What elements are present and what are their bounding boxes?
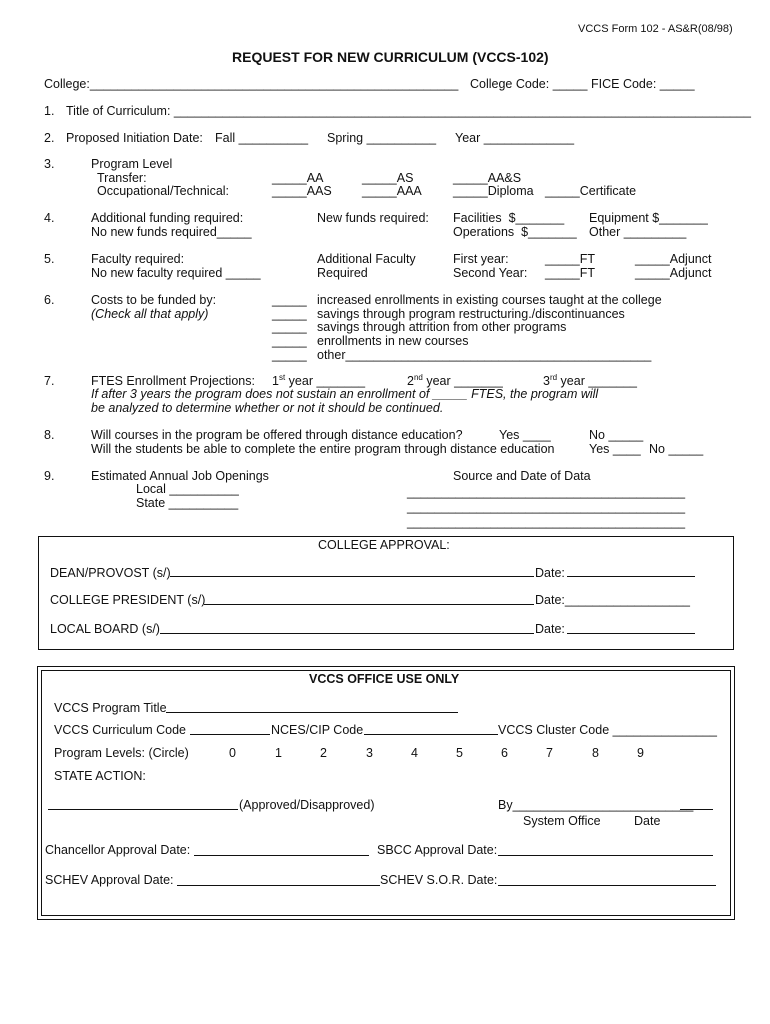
source-line-2[interactable]: ________________________________________ — [407, 500, 686, 514]
cost-option-check-3[interactable]: _____ — [272, 320, 307, 334]
facilities-field[interactable]: Facilities $_______ — [453, 211, 565, 225]
additional-funding-label: Additional funding required: — [91, 211, 244, 225]
curriculum-title-field[interactable]: Title of Curriculum: ___________________________________________________________________________________ — [66, 104, 751, 118]
system-office-label: System Office — [523, 814, 601, 828]
by-line-extension — [680, 809, 713, 810]
cost-option-label-2: savings through program restructuring./discontinuances — [317, 307, 625, 321]
schev-sor-line[interactable] — [498, 885, 716, 886]
local-board-label: LOCAL BOARD (s/) — [50, 622, 160, 636]
fall-field[interactable]: Fall __________ — [215, 131, 309, 145]
local-openings-field[interactable]: Local __________ — [136, 482, 239, 496]
state-openings-field[interactable]: State __________ — [136, 496, 239, 510]
level-2[interactable]: 2 — [320, 746, 327, 760]
first-year-label: First year: — [453, 252, 509, 266]
level-9[interactable]: 9 — [637, 746, 644, 760]
spring-field[interactable]: Spring __________ — [327, 131, 437, 145]
equipment-field[interactable]: Equipment $_______ — [589, 211, 708, 225]
president-label: COLLEGE PRESIDENT (s/) — [50, 593, 206, 607]
no-new-funds-field[interactable]: No new funds required_____ — [91, 225, 252, 239]
level-7[interactable]: 7 — [546, 746, 553, 760]
state-action-label: STATE ACTION: — [54, 769, 146, 783]
ftes-year2-field[interactable]: 2nd year _______ — [407, 372, 503, 388]
approved-disapproved-label: (Approved/Disapproved) — [239, 798, 375, 812]
ftes-label: FTES Enrollment Projections: — [91, 374, 255, 388]
occupational-label: Occupational/Technical: — [97, 184, 230, 198]
level-6[interactable]: 6 — [501, 746, 508, 760]
curriculum-code-line[interactable] — [190, 734, 270, 735]
second-year-adjunct-field[interactable]: _____Adjunct — [635, 266, 712, 280]
initiation-date-label: Proposed Initiation Date: — [66, 131, 203, 145]
nces-cip-label: NCES/CIP Code — [271, 723, 364, 737]
program-title-label: VCCS Program Title — [54, 701, 167, 715]
q9-number: 9. — [44, 469, 55, 483]
year-field[interactable]: Year _____________ — [455, 131, 575, 145]
by-date-label: Date — [634, 814, 661, 828]
program-levels-label: Program Levels: (Circle) — [54, 746, 189, 760]
q5-number: 5. — [44, 252, 55, 266]
distance-ed-question-1: Will courses in the program be offered through distance education? — [91, 428, 463, 442]
distance-ed-question-2: Will the students be able to complete the entire program through distance education — [91, 442, 555, 456]
cost-option-label-1: increased enrollments in existing courses taught at the college — [317, 293, 662, 307]
cost-option-check-2[interactable]: _____ — [272, 307, 307, 321]
level-3[interactable]: 3 — [366, 746, 373, 760]
cost-option-label-3: savings through attrition from other programs — [317, 320, 567, 334]
faculty-required-label: Faculty required: — [91, 252, 185, 266]
sbcc-date-line[interactable] — [498, 855, 713, 856]
second-year-ft-field[interactable]: _____FT — [545, 266, 596, 280]
program-level-heading: Program Level — [91, 157, 173, 171]
check-all-note: (Check all that apply) — [91, 307, 209, 321]
dean-date-label: Date: — [535, 566, 565, 580]
distance-ed-no-1[interactable]: No _____ — [589, 428, 644, 442]
approval-status-line[interactable] — [48, 809, 238, 810]
board-date-label: Date: — [535, 622, 565, 636]
transfer-label: Transfer: — [97, 171, 147, 185]
certificate-checkbox[interactable]: _____Certificate — [545, 184, 637, 198]
schev-date-label: SCHEV Approval Date: — [45, 873, 174, 887]
ftes-note-line2: be analyzed to determine whether or not it should be continued. — [91, 401, 444, 415]
q7-number: 7. — [44, 374, 55, 388]
board-signature-line[interactable] — [160, 633, 534, 634]
as-checkbox[interactable]: _____AS — [362, 171, 414, 185]
schev-sor-label: SCHEV S.O.R. Date: — [380, 873, 498, 887]
dean-date-line[interactable] — [567, 576, 695, 577]
level-1[interactable]: 1 — [275, 746, 282, 760]
chancellor-date-line[interactable] — [194, 855, 369, 856]
ftes-year1-field[interactable]: 1st year _______ — [272, 372, 366, 388]
ftes-note-line1: If after 3 years the program does not sustain an enrollment of _____ FTES, the program will — [91, 387, 599, 401]
cost-option-other-field[interactable]: other____________________________________________ — [317, 348, 652, 362]
chancellor-date-label: Chancellor Approval Date: — [45, 843, 191, 857]
aas2-checkbox[interactable]: _____AA&S — [453, 171, 522, 185]
source-date-label: Source and Date of Data — [453, 469, 591, 483]
cost-option-check-4[interactable]: _____ — [272, 334, 307, 348]
q3-number: 3. — [44, 157, 55, 171]
schev-date-line[interactable] — [177, 885, 380, 886]
dean-provost-label: DEAN/PROVOST (s/) — [50, 566, 171, 580]
q6-number: 6. — [44, 293, 55, 307]
distance-ed-yes-2[interactable]: Yes ____ — [589, 442, 641, 456]
source-line-3[interactable]: ________________________________________ — [407, 515, 686, 529]
president-date-field[interactable]: Date:__________________ — [535, 593, 691, 607]
cost-option-label-4: enrollments in new courses — [317, 334, 469, 348]
q4-number: 4. — [44, 211, 55, 225]
nces-cip-line[interactable] — [364, 734, 498, 735]
q8-number: 8. — [44, 428, 55, 442]
ftes-year3-field[interactable]: 3rd year _______ — [543, 372, 638, 388]
sbcc-date-label: SBCC Approval Date: — [377, 843, 498, 857]
cost-option-check-1[interactable]: _____ — [272, 293, 307, 307]
president-signature-line[interactable] — [204, 604, 534, 605]
job-openings-label: Estimated Annual Job Openings — [91, 469, 269, 483]
curriculum-code-label: VCCS Curriculum Code — [54, 723, 186, 737]
college-field[interactable]: College:_____________________________________________________ — [44, 77, 459, 91]
level-5[interactable]: 5 — [456, 746, 463, 760]
office-use-heading: VCCS OFFICE USE ONLY — [309, 672, 460, 686]
level-4[interactable]: 4 — [411, 746, 418, 760]
distance-ed-yes-1[interactable]: Yes ____ — [499, 428, 551, 442]
aaa-checkbox[interactable]: _____AAA — [362, 184, 422, 198]
no-new-faculty-field[interactable]: No new faculty required _____ — [91, 266, 261, 280]
operations-field[interactable]: Operations $_______ — [453, 225, 577, 239]
second-year-label: Second Year: — [453, 266, 528, 280]
cost-option-check-5[interactable]: _____ — [272, 348, 307, 362]
costs-funded-label: Costs to be funded by: — [91, 293, 217, 307]
by-field[interactable]: By__________________________ — [498, 798, 694, 812]
dean-signature-line[interactable] — [170, 576, 534, 577]
diploma-checkbox[interactable]: _____Diploma — [453, 184, 534, 198]
source-line-1[interactable]: ________________________________________ — [407, 485, 686, 499]
other-funds-field[interactable]: Other _________ — [589, 225, 687, 239]
page-title: REQUEST FOR NEW CURRICULUM (VCCS-102) — [232, 49, 549, 65]
aas-checkbox[interactable]: _____AAS — [272, 184, 332, 198]
additional-faculty-label: Additional Faculty — [317, 252, 416, 266]
fice-code-field[interactable]: FICE Code: _____ — [591, 77, 695, 91]
board-date-line[interactable] — [567, 633, 695, 634]
first-year-ft-field[interactable]: _____FT — [545, 252, 596, 266]
required-label: Required — [317, 266, 368, 280]
program-title-line[interactable] — [166, 712, 458, 713]
q1-number: 1. — [44, 104, 55, 118]
level-0[interactable]: 0 — [229, 746, 236, 760]
aa-checkbox[interactable]: _____AA — [272, 171, 324, 185]
distance-ed-no-2[interactable]: No _____ — [649, 442, 704, 456]
first-year-adjunct-field[interactable]: _____Adjunct — [635, 252, 712, 266]
cluster-code-field[interactable]: VCCS Cluster Code _______________ — [498, 723, 717, 737]
q2-number: 2. — [44, 131, 55, 145]
college-approval-heading: COLLEGE APPROVAL: — [318, 538, 450, 552]
form-id: VCCS Form 102 - AS&R(08/98) — [578, 23, 733, 35]
new-funds-label: New funds required: — [317, 211, 429, 225]
level-8[interactable]: 8 — [592, 746, 599, 760]
college-code-field[interactable]: College Code: _____ — [470, 77, 588, 91]
